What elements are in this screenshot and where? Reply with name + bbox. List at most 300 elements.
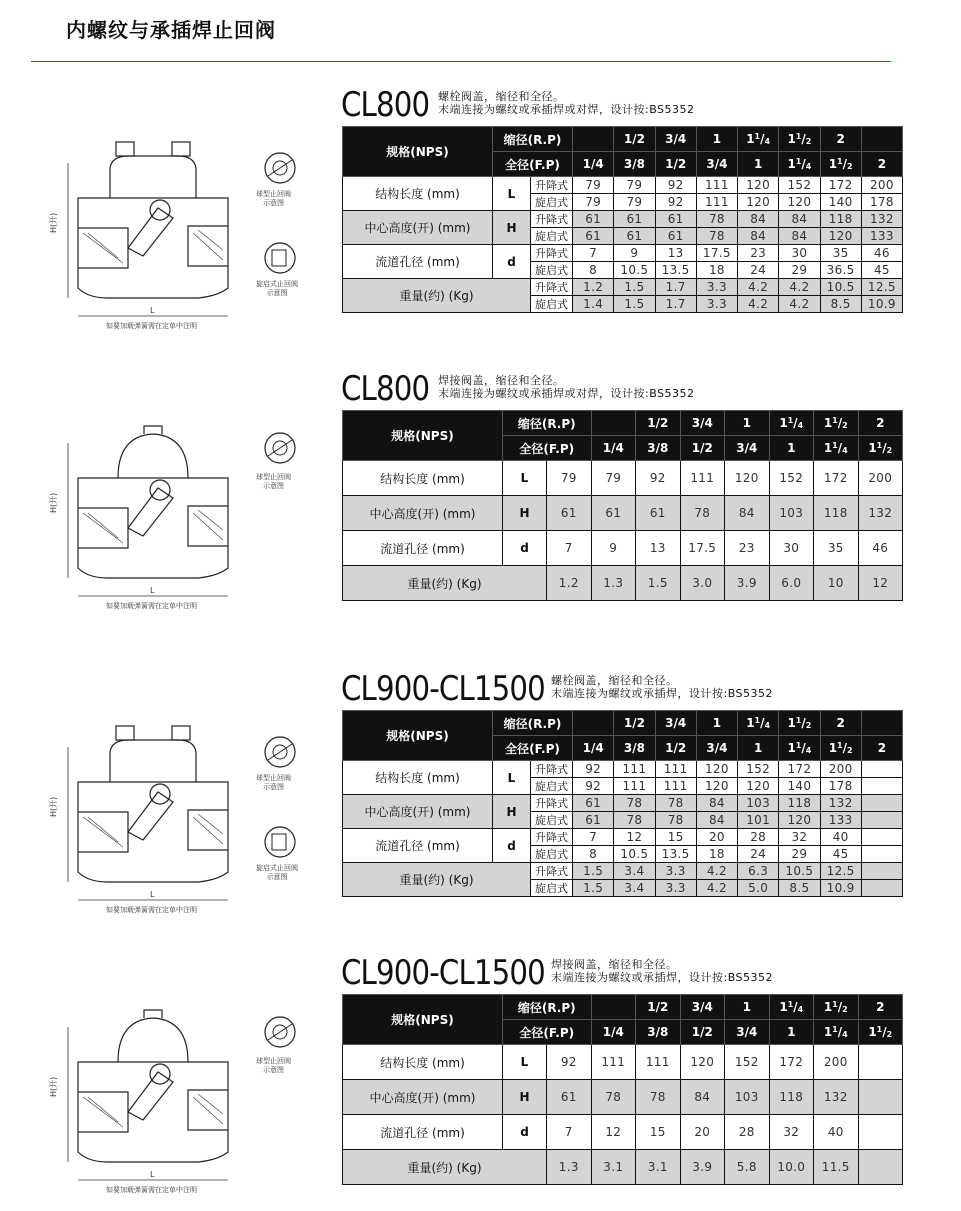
hatching (83, 814, 223, 847)
value-cell: 32 (779, 829, 820, 846)
value-cell: 61 (614, 211, 655, 228)
value-cell: 61 (655, 211, 696, 228)
length-symbol: L (503, 461, 547, 496)
value-cell: 152 (769, 461, 814, 496)
reduced-bore-label: 缩径(R.P) (503, 411, 592, 436)
value-cell: 4.2 (738, 296, 779, 313)
section-cl800-bolted (0, 85, 961, 330)
value-cell: 78 (655, 795, 696, 812)
value-cell: 79 (614, 177, 655, 194)
height-row-lift (343, 211, 903, 228)
length-row-lift (343, 761, 903, 778)
caption-line: 球型止回阀 (256, 774, 291, 782)
reduced-size-cell (591, 411, 636, 436)
value-cell: 7 (547, 1115, 592, 1150)
description-line-1: 螺栓阀盖，缩径和全径。 (551, 674, 678, 687)
value-cell: 4.2 (738, 279, 779, 296)
full-size-cell: 1/4 (573, 152, 614, 177)
value-cell: 35 (814, 531, 859, 566)
nps-label: 规格(NPS) (343, 411, 503, 461)
value-cell: 92 (655, 177, 696, 194)
value-cell (861, 778, 902, 795)
type-swing: 旋启式 (531, 262, 573, 279)
value-cell: 9 (614, 245, 655, 262)
value-cell: 178 (861, 194, 902, 211)
value-cell: 78 (636, 1080, 681, 1115)
value-cell: 84 (696, 812, 737, 829)
caption-line: 旋启式止回阀 (256, 280, 298, 288)
type-swing: 旋启式 (531, 846, 573, 863)
value-cell: 45 (820, 846, 861, 863)
value-cell: 1.5 (614, 296, 655, 313)
swing-valve-caption (256, 280, 298, 298)
value-cell: 78 (591, 1080, 636, 1115)
hatching (83, 1094, 223, 1127)
value-cell: 79 (573, 194, 614, 211)
valve-body-outline (78, 198, 228, 298)
bonnet-outline (118, 434, 188, 478)
reduced-size-cell: 3/4 (655, 711, 696, 736)
reduced-size-cell (591, 995, 636, 1020)
value-cell: 12.5 (820, 863, 861, 880)
full-size-cell: $1^1/_2$ (820, 152, 861, 177)
reduced-size-cell (573, 127, 614, 152)
caption-line: 示意图 (266, 873, 288, 881)
value-cell: 61 (591, 496, 636, 531)
disc-seat (128, 208, 173, 256)
value-cell: 61 (547, 496, 592, 531)
reduced-size-cell: 3/4 (680, 411, 725, 436)
value-cell: 61 (614, 228, 655, 245)
length-axis-label: L (150, 586, 155, 595)
value-cell: 78 (655, 812, 696, 829)
reduced-size-cell: 2 (858, 995, 903, 1020)
value-cell: 200 (814, 1045, 859, 1080)
type-lift: 升降式 (531, 279, 573, 296)
type-lift: 升降式 (531, 795, 573, 812)
section-cl900-welded (0, 953, 961, 1196)
value-cell: 132 (814, 1080, 859, 1115)
value-cell: 92 (547, 1045, 592, 1080)
caption-line: 示意图 (263, 482, 284, 490)
ball-valve-detail (265, 153, 295, 183)
swing-valve-detail (265, 243, 295, 273)
caption-line: 示意图 (263, 199, 284, 207)
value-cell: 1.3 (591, 566, 636, 601)
caption-line: 示意图 (266, 289, 288, 297)
valve-drawing-welded (48, 418, 308, 608)
reduced-size-cell: 1/2 (636, 995, 681, 1020)
valve-body-outline (78, 1062, 228, 1162)
value-cell: 111 (614, 761, 655, 778)
detail-seat (268, 1024, 292, 1040)
caption-line: 旋启式止回阀 (256, 864, 298, 872)
value-cell: 10.5 (614, 846, 655, 863)
value-cell: 46 (861, 245, 902, 262)
value-cell: 140 (820, 194, 861, 211)
description-line-2: 末端连接为螺纹或承插焊，设计按:BS5352 (551, 687, 774, 700)
value-cell: 40 (820, 829, 861, 846)
full-size-cell: $1^1/_2$ (820, 736, 861, 761)
value-cell: 20 (696, 829, 737, 846)
bolt-head-left (116, 726, 134, 740)
length-symbol: L (503, 1045, 547, 1080)
bolt-head-left (116, 142, 134, 156)
bore-label: 流道孔径 (mm) (343, 1115, 503, 1150)
weight-row-lift (343, 279, 903, 296)
ball-valve-detail (265, 1017, 295, 1047)
value-cell: 79 (547, 461, 592, 496)
value-cell: 3.9 (680, 1150, 725, 1185)
value-cell: 140 (779, 778, 820, 795)
full-size-cell: $1^1/_4$ (779, 152, 820, 177)
ball-valve-caption (256, 190, 291, 208)
value-cell: 4.2 (696, 880, 737, 897)
value-cell: 13 (636, 531, 681, 566)
model-name: CL800 (341, 369, 430, 409)
value-cell: 10 (814, 566, 859, 601)
full-size-cell: 1/2 (655, 152, 696, 177)
value-cell: 1.2 (547, 566, 592, 601)
value-cell (861, 761, 902, 778)
full-size-cell: 3/8 (636, 1020, 681, 1045)
reduced-bore-label: 缩径(R.P) (503, 995, 592, 1020)
value-cell: 172 (769, 1045, 814, 1080)
value-cell: 4.2 (696, 863, 737, 880)
value-cell: 61 (573, 812, 614, 829)
value-cell: 1.7 (655, 296, 696, 313)
valve-drawing-bolted (48, 722, 308, 912)
value-cell: 101 (738, 812, 779, 829)
detail-circle (265, 827, 295, 857)
swing-valve-detail (265, 827, 295, 857)
value-cell: 12 (858, 566, 903, 601)
value-cell (861, 795, 902, 812)
value-cell: 118 (779, 795, 820, 812)
value-cell: 84 (738, 228, 779, 245)
outlet-port (188, 226, 228, 266)
spec-table (342, 994, 903, 1185)
reduced-size-cell: 1 (696, 711, 737, 736)
description-line-2: 末端连接为螺纹或承插焊，设计按:BS5352 (551, 971, 774, 984)
value-cell: 29 (779, 262, 820, 279)
type-lift: 升降式 (531, 245, 573, 262)
value-cell: 133 (820, 812, 861, 829)
height-row (343, 1080, 903, 1115)
full-size-cell: 3/8 (636, 436, 681, 461)
disc-seat (128, 488, 173, 536)
value-cell: 103 (725, 1080, 770, 1115)
bonnet-cap (144, 426, 162, 434)
height-symbol: H (503, 496, 547, 531)
value-cell: 92 (573, 761, 614, 778)
value-cell: 10.0 (769, 1150, 814, 1185)
caption-line: 球型止回阀 (256, 473, 291, 481)
value-cell: 84 (725, 496, 770, 531)
value-cell: 120 (696, 761, 737, 778)
header-row-reduced (343, 995, 903, 1020)
value-cell: 61 (655, 228, 696, 245)
nps-label: 规格(NPS) (343, 711, 493, 761)
value-cell: 84 (779, 228, 820, 245)
value-cell: 172 (814, 461, 859, 496)
value-cell: 111 (614, 778, 655, 795)
value-cell: 92 (636, 461, 681, 496)
outlet-port (188, 810, 228, 850)
type-swing: 旋启式 (531, 778, 573, 795)
value-cell: 111 (696, 177, 737, 194)
height-axis-label: H(开) (49, 212, 58, 233)
full-size-cell: $1^1/_4$ (814, 1020, 859, 1045)
value-cell: 84 (680, 1080, 725, 1115)
value-cell: 3.0 (680, 566, 725, 601)
height-label: 中心高度(开) (mm) (343, 795, 493, 829)
value-cell: 4.2 (779, 296, 820, 313)
reduced-size-cell: 1/2 (614, 711, 655, 736)
full-size-cell: 3/4 (725, 1020, 770, 1045)
value-cell: 172 (820, 177, 861, 194)
value-cell: 10.5 (820, 279, 861, 296)
length-axis-label: L (150, 306, 155, 315)
model-name: CL800 (341, 85, 430, 125)
value-cell: 111 (680, 461, 725, 496)
valve-drawing-bolted (48, 138, 308, 328)
weight-label: 重量(约) (Kg) (343, 1150, 547, 1185)
height-row (343, 496, 903, 531)
value-cell: 1.4 (573, 296, 614, 313)
value-cell: 1.5 (573, 863, 614, 880)
value-cell: 36.5 (820, 262, 861, 279)
height-symbol: H (493, 211, 531, 245)
full-size-cell: 3/4 (696, 736, 737, 761)
value-cell (861, 812, 902, 829)
full-size-cell: 2 (861, 736, 902, 761)
value-cell: 78 (680, 496, 725, 531)
value-cell: 133 (861, 228, 902, 245)
value-cell: 3.3 (696, 296, 737, 313)
value-cell: 18 (696, 846, 737, 863)
value-cell: 111 (591, 1045, 636, 1080)
length-axis-label: L (150, 1170, 155, 1179)
value-cell: 10.5 (614, 262, 655, 279)
reduced-size-cell: $1^1/_4$ (738, 711, 779, 736)
full-size-cell: $1^1/_2$ (858, 436, 903, 461)
spring-note: 如要加载弹簧需在定单中注明 (106, 906, 197, 914)
value-cell: 120 (738, 194, 779, 211)
bore-symbol: d (503, 1115, 547, 1150)
reduced-size-cell: 1/2 (636, 411, 681, 436)
value-cell: 152 (725, 1045, 770, 1080)
length-label: 结构长度 (mm) (343, 177, 493, 211)
value-cell: 20 (680, 1115, 725, 1150)
ball-valve-caption (256, 774, 291, 792)
value-cell: 111 (636, 1045, 681, 1080)
reduced-size-cell: 2 (858, 411, 903, 436)
value-cell: 23 (725, 531, 770, 566)
full-size-cell: $1^1/_4$ (779, 736, 820, 761)
full-size-cell: 1 (738, 152, 779, 177)
value-cell: 35 (820, 245, 861, 262)
value-cell: 13.5 (655, 846, 696, 863)
page-title: 内螺纹与承插焊止回阀 (66, 18, 276, 42)
valve-body (78, 426, 228, 578)
value-cell: 61 (573, 228, 614, 245)
value-cell: 78 (614, 795, 655, 812)
value-cell: 3.3 (655, 863, 696, 880)
weight-row (343, 566, 903, 601)
reduced-size-cell: $1^1/_4$ (738, 127, 779, 152)
value-cell (858, 1080, 903, 1115)
full-size-cell: 1/2 (655, 736, 696, 761)
value-cell: 5.8 (725, 1150, 770, 1185)
value-cell: 84 (738, 211, 779, 228)
section-description (551, 958, 773, 984)
outlet-port (188, 506, 228, 546)
valve-body-outline (78, 478, 228, 578)
caption-line: 示意图 (263, 1066, 284, 1074)
value-cell: 79 (591, 461, 636, 496)
section-description (551, 674, 773, 700)
value-cell: 78 (696, 228, 737, 245)
detail-disc (272, 250, 286, 266)
value-cell: 10.9 (820, 880, 861, 897)
reduced-size-cell: 2 (820, 127, 861, 152)
value-cell: 3.1 (636, 1150, 681, 1185)
value-cell: 9 (591, 531, 636, 566)
bolt-head-right (172, 142, 190, 156)
value-cell: 17.5 (696, 245, 737, 262)
value-cell (858, 1150, 903, 1185)
length-label: 结构长度 (mm) (343, 461, 503, 496)
value-cell: 132 (858, 496, 903, 531)
value-cell: 24 (738, 846, 779, 863)
value-cell: 92 (655, 194, 696, 211)
ball-valve-caption (256, 473, 291, 491)
spec-table (342, 410, 903, 601)
full-size-cell: 1/4 (573, 736, 614, 761)
valve-body (78, 1010, 228, 1162)
type-swing: 旋启式 (531, 880, 573, 897)
reduced-size-cell: 3/4 (680, 995, 725, 1020)
full-size-cell: 3/4 (696, 152, 737, 177)
full-size-cell: 3/4 (725, 436, 770, 461)
weight-label: 重量(约) (Kg) (343, 566, 547, 601)
description-line-1: 螺栓阀盖，缩径和全径。 (438, 90, 565, 103)
length-row (343, 461, 903, 496)
value-cell: 46 (858, 531, 903, 566)
value-cell (861, 880, 902, 897)
detail-disc (272, 834, 286, 850)
value-cell: 111 (655, 761, 696, 778)
ball-valve-detail (265, 737, 295, 767)
section-cl800-welded (0, 369, 961, 612)
value-cell (861, 863, 902, 880)
reduced-size-cell: $1^1/_4$ (769, 995, 814, 1020)
height-axis-label: H(开) (49, 492, 58, 513)
full-size-cell: 1 (769, 436, 814, 461)
disc-seat (128, 792, 173, 840)
value-cell: 200 (820, 761, 861, 778)
bore-row-lift (343, 245, 903, 262)
nps-label: 规格(NPS) (343, 127, 493, 177)
header-row-reduced (343, 411, 903, 436)
reduced-size-cell: $1^1/_2$ (814, 411, 859, 436)
height-axis-label: H(开) (49, 1076, 58, 1097)
value-cell: 78 (614, 812, 655, 829)
value-cell: 24 (738, 262, 779, 279)
value-cell: 78 (696, 211, 737, 228)
value-cell: 28 (738, 829, 779, 846)
value-cell: 1.5 (636, 566, 681, 601)
bonnet-outline (118, 1018, 188, 1062)
bore-symbol: d (493, 245, 531, 279)
value-cell: 30 (779, 245, 820, 262)
value-cell: 118 (814, 496, 859, 531)
value-cell: 152 (738, 761, 779, 778)
value-cell: 12.5 (861, 279, 902, 296)
reduced-size-cell: 2 (820, 711, 861, 736)
value-cell: 5.0 (738, 880, 779, 897)
full-size-cell: 1 (769, 1020, 814, 1045)
value-cell: 32 (769, 1115, 814, 1150)
value-cell: 15 (655, 829, 696, 846)
value-cell: 7 (547, 531, 592, 566)
value-cell: 28 (725, 1115, 770, 1150)
length-symbol: L (493, 177, 531, 211)
value-cell: 1.7 (655, 279, 696, 296)
value-cell (861, 846, 902, 863)
full-size-cell: 3/8 (614, 152, 655, 177)
value-cell: 132 (861, 211, 902, 228)
caption-line: 球型止回阀 (256, 190, 291, 198)
value-cell: 6.0 (769, 566, 814, 601)
full-size-cell: $1^1/_2$ (858, 1020, 903, 1045)
value-cell: 172 (779, 761, 820, 778)
value-cell: 61 (547, 1080, 592, 1115)
bore-symbol: d (493, 829, 531, 863)
section-cl900-bolted (0, 669, 961, 914)
bore-label: 流道孔径 (mm) (343, 829, 493, 863)
full-size-cell: $1^1/_4$ (814, 436, 859, 461)
length-axis-label: L (150, 890, 155, 899)
bore-row (343, 531, 903, 566)
swing-valve-caption (256, 864, 298, 882)
value-cell (858, 1115, 903, 1150)
value-cell: 18 (696, 262, 737, 279)
value-cell: 3.4 (614, 863, 655, 880)
value-cell: 79 (573, 177, 614, 194)
model-name: CL900-CL1500 (341, 669, 545, 709)
value-cell: 84 (779, 211, 820, 228)
reduced-size-cell: 3/4 (655, 127, 696, 152)
value-cell: 8.5 (779, 880, 820, 897)
valve-cross-section-svg (48, 722, 308, 912)
value-cell: 3.3 (696, 279, 737, 296)
value-cell: 1.5 (573, 880, 614, 897)
value-cell: 30 (769, 531, 814, 566)
value-cell: 6.3 (738, 863, 779, 880)
ball-valve-caption (256, 1057, 291, 1075)
value-cell: 103 (738, 795, 779, 812)
value-cell: 92 (573, 778, 614, 795)
detail-circle (265, 243, 295, 273)
value-cell: 10.5 (779, 863, 820, 880)
value-cell: 11.5 (814, 1150, 859, 1185)
weight-label: 重量(约) (Kg) (343, 279, 531, 313)
value-cell: 103 (769, 496, 814, 531)
reduced-size-cell: $1^1/_2$ (814, 995, 859, 1020)
header-row-reduced (343, 711, 903, 736)
